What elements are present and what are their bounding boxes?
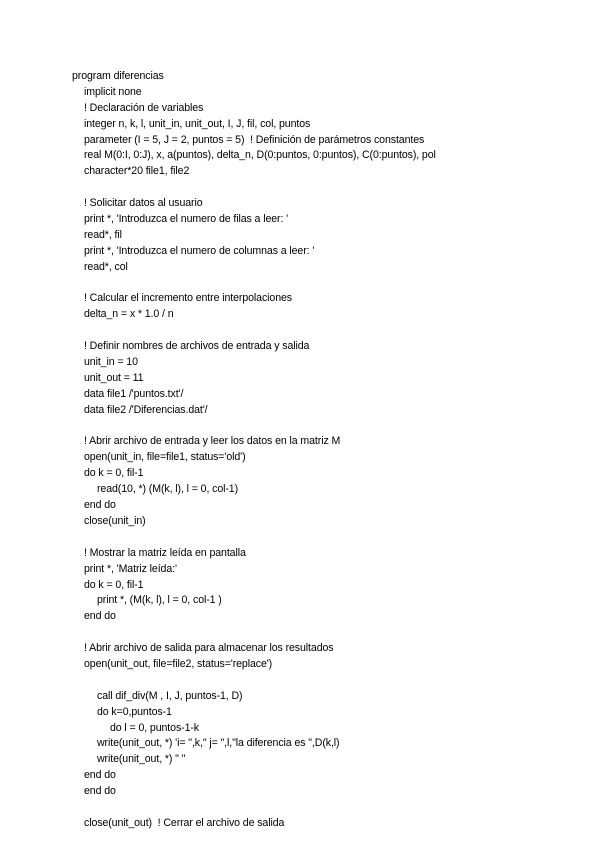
code-line: do k = 0, fil-1 (84, 467, 144, 480)
code-line: parameter (I = 5, J = 2, puntos = 5) ! Definición de parámetros constantes (84, 133, 425, 146)
blank-line (0, 180, 600, 196)
code-line: end do (84, 610, 116, 623)
code-line: ! Abrir archivo de salida para almacenar los resultados (84, 642, 334, 655)
blank-line (0, 276, 600, 292)
code-line: write(unit_out, *) " " (97, 753, 186, 766)
code-line: unit_out = 11 (84, 371, 144, 384)
blank-line (0, 673, 600, 689)
code-line: open(unit_out, file=file2, status='replace') (84, 657, 273, 670)
code-line: do k=0,puntos-1 (97, 705, 172, 718)
code-line: program diferencias (72, 70, 164, 82)
code-line: integer n, k, l, unit_in, unit_out, I, J, fil, col, puntos (84, 117, 311, 130)
blank-line (0, 530, 600, 546)
code-line: unit_in = 10 (84, 356, 138, 369)
code-line: delta_n = x * 1.0 / n (84, 308, 174, 321)
fortran-code-listing (0, 69, 600, 832)
code-line: ! Abrir archivo de entrada y leer los datos en la matriz M (84, 435, 341, 448)
code-line: open(unit_in, file=file1, status='old') (84, 451, 246, 464)
code-line: end do (84, 769, 116, 782)
code-line: data file1 /'puntos.txt'/ (84, 387, 184, 400)
code-line: end do (84, 499, 116, 512)
code-line: do l = 0, puntos-1-k (110, 721, 199, 734)
code-line: ! Mostrar la matriz leída en pantalla (84, 546, 246, 559)
code-line: implicit none (84, 85, 142, 98)
code-line: ! Definir nombres de archivos de entrada y salida (84, 340, 310, 353)
code-line: end do (84, 785, 116, 798)
blank-line (0, 323, 600, 339)
code-line: character*20 file1, file2 (84, 165, 190, 178)
code-line: data file2 /'Diferencias.dat'/ (84, 403, 208, 416)
code-line: ! Declaración de variables (84, 101, 204, 114)
code-line: read*, col (84, 260, 128, 273)
code-line: write(unit_out, *) 'i= ",k," j= ",l,"la diferencia es ",D(k,l) (97, 737, 340, 750)
code-line: print *, 'Matriz leída:' (84, 562, 177, 575)
code-line: do k = 0, fil-1 (84, 578, 144, 591)
code-line: print *, (M(k, l), l = 0, col-1 ) (97, 594, 222, 607)
blank-line (0, 419, 600, 435)
code-line: close(unit_out) ! Cerrar el archivo de salida (84, 816, 285, 829)
code-line: read(10, *) (M(k, l), l = 0, col-1) (97, 483, 239, 496)
code-line: call dif_div(M , I, J, puntos-1, D) (97, 689, 243, 702)
blank-line (0, 625, 600, 641)
code-line: read*, fil (84, 228, 122, 241)
code-line: real M(0:I, 0:J), x, a(puntos), delta_n, D(0:puntos, 0:puntos), C(0:puntos), pol (84, 149, 436, 162)
code-line: print *, 'Introduzca el numero de columnas a leer: ' (84, 244, 315, 257)
blank-line (0, 800, 600, 816)
code-line: ! Calcular el incremento entre interpolaciones (84, 292, 292, 305)
code-line: ! Solicitar datos al usuario (84, 197, 203, 210)
code-line: print *, 'Introduzca el numero de filas a leer: ' (84, 213, 289, 226)
code-line: close(unit_in) (84, 514, 146, 527)
